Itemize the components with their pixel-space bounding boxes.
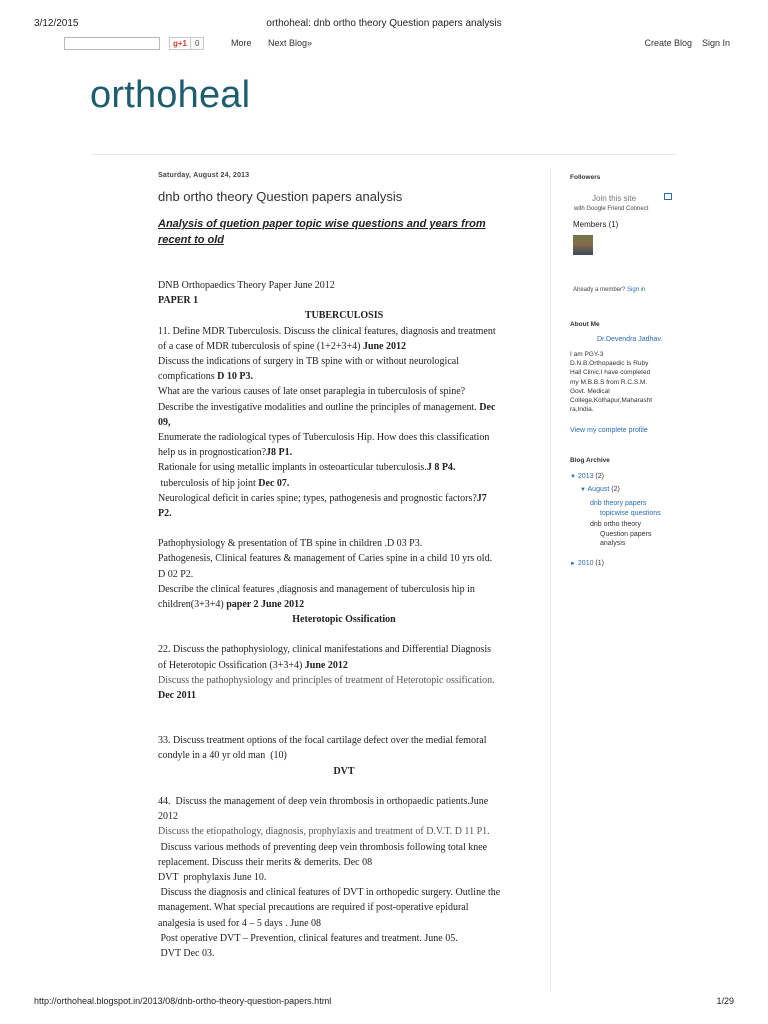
about-line: College,Kolhapur,Maharasht: [570, 397, 653, 405]
body-line-text: Pathophysiology & presentation of TB spine in children .D 03 P3.: [158, 538, 423, 550]
archive-post1-line1[interactable]: dnb theory papers: [590, 500, 647, 507]
body-line: [158, 384, 530, 399]
body-line-text: Discuss various methods of preventing deep vein thrombosis following total knee: [158, 841, 488, 853]
join-site-link[interactable]: Join this site: [592, 194, 637, 203]
body-line: [158, 308, 530, 323]
body-line: [158, 324, 530, 339]
body-line-text: analgesia is used for 4 – 5 days . June 08: [158, 917, 322, 929]
body-line: [158, 491, 530, 506]
about-heading: About Me: [570, 321, 600, 328]
body-line-text: Rationale for using metallic implants in osteoarticular tuberculosis.: [158, 462, 427, 474]
expand-down-icon[interactable]: ▼: [570, 474, 576, 480]
body-line-text: Discuss the diagnosis and clinical features of DVT in orthopedic surgery. Outline the: [158, 887, 501, 899]
post-date: Saturday, August 24, 2013: [158, 172, 250, 179]
body-line-text: condyle in a 40 yr old man (10): [158, 750, 287, 762]
navbar-search-input[interactable]: [64, 37, 160, 50]
followers-heading: Followers: [570, 174, 601, 181]
paragraph-gap: [158, 718, 530, 733]
body-line: [158, 293, 530, 308]
archive-month-label[interactable]: August: [587, 486, 610, 493]
about-text: [570, 350, 676, 414]
body-line: [158, 551, 530, 566]
body-line-text: Dec 2011: [158, 690, 197, 702]
body-line-text: D 02 P2.: [158, 568, 194, 580]
header-divider: [92, 154, 676, 155]
archive-post-current: [590, 520, 651, 549]
body-line-ref: June 2012: [362, 340, 406, 352]
column-divider: [550, 170, 551, 990]
body-line-text: compfications: [158, 371, 218, 383]
body-line-text: 09,: [158, 416, 171, 428]
print-date: 3/12/2015: [34, 18, 79, 29]
body-line: [158, 430, 530, 445]
body-line-ref: June 2012: [304, 659, 348, 671]
body-line: [158, 339, 530, 354]
body-line-text: 2012: [158, 811, 178, 823]
body-line: [158, 688, 530, 703]
paragraph-gap: [158, 521, 530, 536]
body-line-ref: J7: [476, 492, 487, 504]
body-line: [158, 642, 530, 657]
body-line-text: help us in prognostication?: [158, 447, 267, 459]
body-line: [158, 369, 530, 384]
gplus-button[interactable]: g+1: [169, 37, 191, 50]
body-line: [158, 764, 530, 779]
body-line: [158, 476, 530, 491]
body-line-text: of a case of MDR tuberculosis of spine (1+2+3+4): [158, 340, 363, 352]
body-line: [158, 415, 530, 430]
archive-post1-line2[interactable]: topicwise questions: [600, 509, 661, 517]
view-profile-link[interactable]: View my complete profile: [570, 427, 648, 434]
print-page-number: 1/29: [716, 996, 734, 1006]
body-line-text: P2.: [158, 508, 172, 520]
print-header: [0, 18, 768, 32]
body-line: [158, 278, 530, 293]
body-line: [158, 506, 530, 521]
create-blog-link[interactable]: Create Blog: [644, 38, 692, 48]
body-line: [158, 946, 530, 961]
body-line-text: tuberculosis of hip joint: [158, 477, 259, 489]
body-line-text: Discuss the pathophysiology and principles of treatment of Heterotopic ossification.: [158, 674, 495, 686]
body-line: [158, 658, 530, 673]
body-line-text: DNB Orthopaedics Theory Paper June 2012: [158, 280, 335, 291]
blog-title[interactable]: orthoheal: [90, 74, 251, 116]
body-line: [158, 824, 530, 839]
archive-month-count: (2): [609, 486, 620, 493]
body-line-text: 11. Define MDR Tuberculosis. Discuss the clinical features, diagnosis and treatment: [158, 325, 496, 337]
body-line-text: management. What special precautions are required if post-operative epidural: [158, 902, 469, 914]
expand-down-icon[interactable]: ▼: [580, 487, 586, 493]
body-line-text: 33. Discuss treatment options of the focal cartilage defect over the medial femoral: [158, 735, 487, 747]
blogger-navbar: [64, 36, 732, 52]
body-line: [158, 582, 530, 597]
archive-post2-line1: dnb ortho theory: [590, 521, 641, 528]
body-line: [158, 794, 530, 809]
body-line-text: Discuss the etiopathology, diagnosis, prophylaxis and treatment of D.V.T. D 11 P1.: [158, 826, 490, 838]
archive-post2-line2: Question papers: [600, 530, 652, 538]
body-line-text: 22. Discuss the pathophysiology, clinical manifestations and Differential Diagnosis: [158, 644, 491, 656]
about-line: D.N.B.Orthopaedic Is Ruby: [570, 360, 649, 368]
sidebar-sign-in-link[interactable]: Sign in: [627, 287, 646, 293]
body-line: [158, 870, 530, 885]
body-line-text: replacement. Discuss their merits & demerits. Dec 08: [158, 856, 373, 868]
gplus-count: 0: [190, 37, 204, 50]
already-member-text: Already a member?: [573, 287, 628, 293]
body-line: [158, 900, 530, 915]
body-line: [158, 748, 530, 763]
body-line: [158, 536, 530, 551]
archive-year-2010[interactable]: [570, 560, 604, 567]
archive-heading: Blog Archive: [570, 457, 610, 464]
body-line: [158, 354, 530, 369]
about-line: Hall Clinic.I have completed: [570, 369, 651, 377]
body-line-ref: Dec 07.: [258, 477, 290, 489]
archive-year-2013[interactable]: [570, 473, 604, 480]
body-line-text: Heterotopic Ossification: [292, 614, 396, 626]
paragraph-gap: [158, 703, 530, 718]
body-line-text: TUBERCULOSIS: [304, 310, 384, 322]
archive-post2-line3: analysis: [600, 540, 626, 547]
post-body: [158, 278, 530, 961]
post-title[interactable]: dnb ortho theory Question papers analysis: [158, 189, 403, 204]
body-line-text: Describe the clinical features ,diagnosis and management of tuberculosis hip in: [158, 583, 475, 595]
body-line-text: Neurological deficit in caries spine; types, pathogenesis and prognostic factors?: [158, 492, 477, 504]
about-line: Govt. Medical: [570, 387, 610, 395]
body-line: [158, 673, 530, 688]
archive-year-2010-label[interactable]: 2010: [577, 560, 594, 567]
body-line: [158, 855, 530, 870]
more-link[interactable]: More: [231, 38, 252, 48]
archive-year-2010-count: (1): [593, 560, 604, 567]
body-line-text: of Heterotopic Ossification (3+3+4): [158, 659, 305, 671]
body-line-text: Discuss the indications of surgery in TB spine with or without neurological: [158, 356, 459, 368]
body-line-ref: Dec: [479, 401, 496, 413]
body-line: [158, 612, 530, 627]
expand-right-icon[interactable]: ►: [570, 561, 576, 567]
body-line: [158, 445, 530, 460]
archive-post-link[interactable]: [590, 499, 661, 518]
body-line-text: DVT Dec 03.: [158, 947, 215, 959]
body-line: [158, 567, 530, 582]
body-line-text: PAPER 1: [158, 295, 199, 307]
about-line: my M.B.B.S from R.C.S.M.: [570, 378, 648, 386]
post-subtitle: [158, 216, 530, 248]
body-line: [158, 840, 530, 855]
body-line: [158, 460, 530, 475]
body-line-text: Enumerate the radiological types of Tuberculosis Hip. How does this classification: [158, 432, 490, 444]
print-page-title: orthoheal: dnb ortho theory Question papers analysis: [266, 18, 502, 29]
body-line-text: DVT prophylaxis June 10.: [158, 871, 267, 883]
body-line: [158, 916, 530, 931]
body-line: [158, 597, 530, 612]
gfc-text: with Google Friend Connect: [574, 206, 649, 212]
body-line: [158, 931, 530, 946]
body-line-text: Post operative DVT – Prevention, clinical features and treatment. June 05.: [158, 932, 458, 944]
body-line-ref: paper 2 June 2012: [226, 599, 305, 611]
sign-in-link[interactable]: Sign In: [701, 38, 730, 48]
body-line-text: 44. Discuss the management of deep vein thrombosis in orthopaedic patients.June: [158, 795, 489, 807]
body-line-ref: D 10 P3.: [217, 371, 253, 383]
body-line: [158, 400, 530, 415]
body-line-text: Describe the investigative modalities and outline the principles of management.: [158, 401, 480, 413]
paragraph-gap: [158, 779, 530, 794]
print-url: http://orthoheal.blogspot.in/2013/08/dnb-ortho-theory-question-papers.html: [34, 996, 332, 1006]
archive-year-2013-label[interactable]: 2013: [577, 473, 594, 480]
body-line: [158, 809, 530, 824]
body-line-text: What are the various causes of late onset paraplegia in tuberculosis of spine?: [158, 386, 466, 398]
already-member: [573, 287, 645, 293]
archive-year-2013-count: (2): [593, 473, 604, 480]
post-subtitle-line2: recent to old: [158, 234, 225, 246]
paragraph-gap: [158, 627, 530, 642]
post-column: [158, 172, 530, 961]
post-subtitle-line1: Analysis of quetion paper topic wise questions and years from: [158, 218, 486, 230]
body-line-text: Pathogenesis, Clinical features & management of Caries spine in a child 10 yrs old.: [158, 553, 493, 565]
external-link-icon: [664, 193, 672, 200]
print-footer: [34, 996, 734, 1008]
body-line-text: DVT: [333, 765, 355, 777]
body-line-text: children(3+3+4): [158, 599, 227, 611]
about-line: I am PGY-3: [570, 351, 604, 358]
archive-month-august[interactable]: [580, 486, 620, 493]
about-name-link[interactable]: Dr.Devendra Jadhav.: [597, 336, 663, 343]
members-count: Members (1): [573, 220, 619, 229]
body-line-ref: J8 P1.: [266, 447, 293, 459]
body-line: [158, 733, 530, 748]
next-blog-link[interactable]: Next Blog»: [268, 38, 313, 48]
member-avatar[interactable]: [573, 235, 593, 255]
about-line: ra,India.: [570, 406, 594, 414]
body-line-ref: J 8 P4.: [426, 462, 456, 474]
body-line: [158, 885, 530, 900]
